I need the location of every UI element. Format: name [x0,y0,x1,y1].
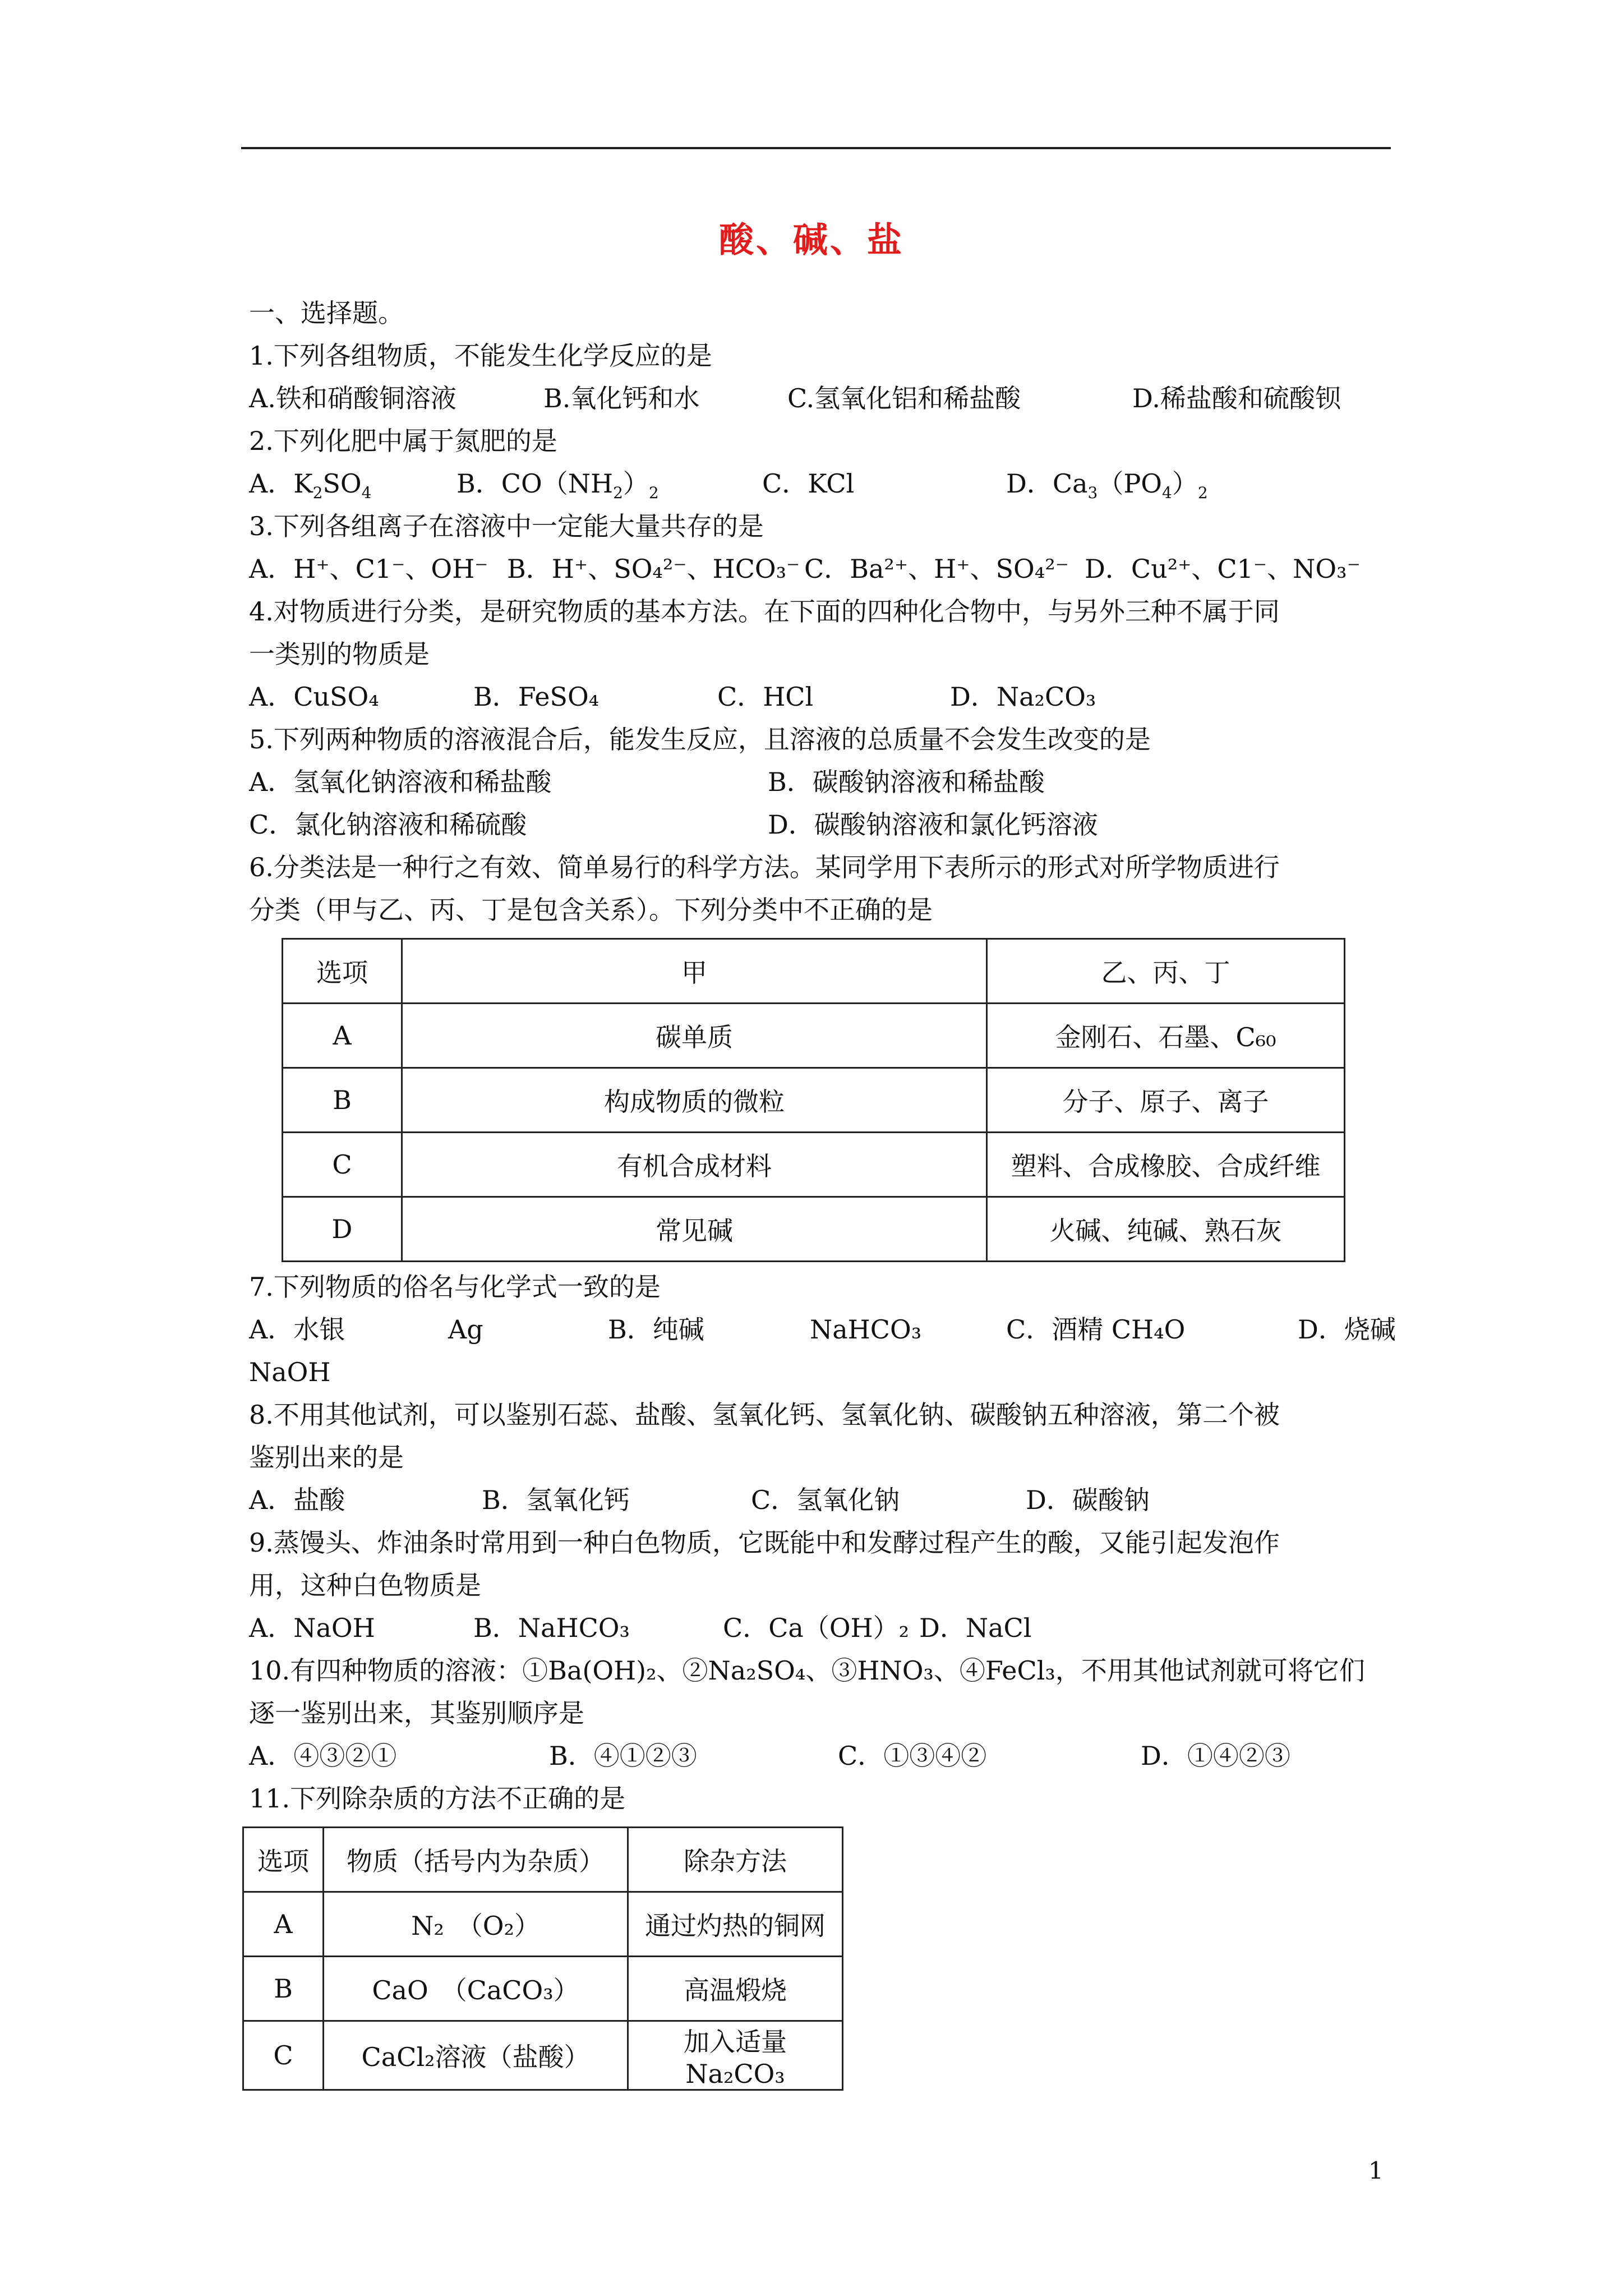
q4-option-a: A．CuSO₄ [249,682,379,712]
q1-option-d: D.稀盐酸和硫酸钡 [1132,383,1341,413]
question-1-options [249,377,1399,420]
question-3-options [249,547,1399,590]
question-5-options-ab [249,761,1399,803]
q3-option-b: B．H⁺、SO₄²⁻、HCO₃⁻ [507,554,800,584]
q1-option-c: C.氢氧化铝和稀盐酸 [787,383,1021,413]
table-row [283,1197,1345,1262]
q2-option-b: B．$CO(NH_2)_2$ [457,468,659,503]
table-cell: D [283,1197,402,1262]
question-8-stem-1: 8.不用其他试剂，可以鉴别石蕊、盐酸、氢氧化钙、氢氧化钠、碳酸钠五种溶液，第二个被 [249,1400,1280,1430]
table-row [243,1957,843,2021]
q8-option-a: A．盐酸 [249,1485,345,1515]
question-9-options [249,1607,1399,1649]
section-heading: 一、选择题。 [249,298,404,328]
q10-option-c: C．①③④② [838,1741,987,1771]
q7-option-a-label: A．水银 [249,1314,345,1345]
q7-option-c: C．酒精 CH₄O [1006,1314,1186,1345]
q5-option-c: C．氯化钠溶液和稀硫酸 [249,809,527,840]
q5-option-a: A．氢氧化钠溶液和稀盐酸 [249,767,552,797]
table-cell: A [283,1004,402,1068]
question-10-options [249,1734,1399,1777]
question-9-stem-1: 9.蒸馒头、炸油条时常用到一种白色物质，它既能中和发酵过程产生的酸，又能引起发泡作 [249,1527,1280,1558]
question-5-options-cd [249,803,1399,846]
question-11-stem: 11.下列除杂质的方法不正确的是 [249,1783,626,1814]
q8-option-b: B．氢氧化钙 [482,1485,630,1515]
q7-option-b-label: B．纯碱 [608,1314,704,1345]
question-4-options [249,675,1399,718]
table-row [243,2021,843,2090]
q7-option-d-formula: NaOH [249,1357,331,1387]
question-3-stem: 3.下列各组离子在溶液中一定能大量共存的是 [249,511,764,541]
q9-option-b: B．NaHCO₃ [473,1613,630,1643]
header-rule [241,147,1391,149]
q3-option-d: D．Cu²⁺、C1⁻、NO₃⁻ [1085,554,1361,584]
table-cell: 塑料、合成橡胶、合成纤维 [987,1133,1345,1197]
q6-classification-table [282,938,1345,1262]
table-cell: C [243,2021,324,2090]
table-cell: 构成物质的微粒 [402,1068,987,1133]
question-4-stem-1: 4.对物质进行分类，是研究物质的基本方法。在下面的四种化合物中，与另外三种不属于同 [249,596,1280,627]
q7-option-b-formula: NaHCO₃ [810,1314,922,1345]
q1-option-b: B.氧化钙和水 [543,383,700,413]
table-cell: CaCl₂溶液（盐酸） [324,2021,628,2090]
q10-option-d: D．①④②③ [1141,1741,1290,1771]
table-cell: B [243,1957,324,2021]
table-cell: 高温煅烧 [628,1957,843,2021]
table-cell: 火碱、纯碱、熟石灰 [987,1197,1345,1262]
q7-option-d-label: D．烧碱 [1298,1314,1396,1345]
table-row [283,1004,1345,1068]
page-title: 酸、碱、盐 [718,219,904,260]
document-body [249,292,1399,2091]
q2-option-c: C．KCl [762,468,855,499]
q4-option-d: D．Na₂CO₃ [950,682,1096,712]
table-header-cell: 选项 [283,939,402,1004]
q7-option-a-formula: Ag [448,1314,483,1345]
question-6-stem-2: 分类（甲与乙、丙、丁是包含关系）。下列分类中不正确的是 [249,895,933,925]
table-cell: 通过灼热的铜网 [628,1892,843,1957]
question-5-stem: 5.下列两种物质的溶液混合后，能发生反应，且溶液的总质量不会发生改变的是 [249,724,1151,754]
q4-option-c: C．HCl [717,682,814,712]
question-2-stem: 2.下列化肥中属于氮肥的是 [249,426,557,456]
q10-option-b: B．④①②③ [549,1741,697,1771]
q5-option-d: D．碳酸钠溶液和氯化钙溶液 [768,809,1098,840]
q9-option-d: D．NaCl [919,1613,1032,1643]
question-2-options [249,462,1399,505]
q1-option-a: A.铁和硝酸铜溶液 [249,383,457,413]
page-number: 1 [1368,2157,1384,2184]
table-cell: 加入适量 Na₂CO₃ [628,2021,843,2090]
table-cell: 碳单质 [402,1004,987,1068]
q8-option-c: C．氢氧化钠 [751,1485,900,1515]
table-cell: 有机合成材料 [402,1133,987,1197]
table-cell: 金刚石、石墨、C₆₀ [987,1004,1345,1068]
q10-option-a: A．④③②① [249,1741,397,1771]
table-row [283,1133,1345,1197]
table-cell: 分子、原子、离子 [987,1068,1345,1133]
q5-option-b: B．碳酸钠溶液和稀盐酸 [768,767,1045,797]
question-7-options [249,1308,1399,1351]
q9-option-a: A．NaOH [249,1613,375,1643]
table-cell: C [283,1133,402,1197]
table-cell: 常见碱 [402,1197,987,1262]
table-cell: B [283,1068,402,1133]
table-header-cell: 除杂方法 [628,1828,843,1892]
question-7-stem: 7.下列物质的俗名与化学式一致的是 [249,1272,661,1302]
question-8-options [249,1479,1399,1521]
table-header-cell: 物质（括号内为杂质） [324,1828,628,1892]
question-10-stem-1: 10.有四种物质的溶液：①Ba(OH)₂、②Na₂SO₄、③HNO₃、④FeCl₃，不用其他试剂就可将它们 [249,1655,1365,1686]
table-header-cell: 甲 [402,939,987,1004]
question-6-stem-1: 6.分类法是一种行之有效、简单易行的科学方法。某同学用下表所示的形式对所学物质进行 [249,852,1280,882]
question-10-stem-2: 逐一鉴别出来，其鉴别顺序是 [249,1698,584,1728]
q2-option-a: A．$K_2SO_4$ [249,468,372,503]
table-cell: CaO （CaCO₃） [324,1957,628,2021]
table-header-row [243,1828,843,1892]
q11-purification-table [242,1826,843,2091]
q3-option-c: C．Ba²⁺、H⁺、SO₄²⁻ [804,554,1069,584]
table-header-row [283,939,1345,1004]
q4-option-b: B．FeSO₄ [473,682,600,712]
table-header-cell: 选项 [243,1828,324,1892]
q2-option-d: D．$Ca_3(PO_4)_2$ [1006,468,1208,503]
q9-option-c: C．Ca（OH）₂ [723,1613,910,1643]
table-row [243,1892,843,1957]
q3-option-a: A．H⁺、C1⁻、OH⁻ [249,554,488,584]
table-header-cell: 乙、丙、丁 [987,939,1345,1004]
question-4-stem-2: 一类别的物质是 [249,639,430,669]
question-8-stem-2: 鉴别出来的是 [249,1442,404,1473]
question-1-stem: 1.下列各组物质，不能发生化学反应的是 [249,341,712,371]
table-cell: A [243,1892,324,1957]
question-9-stem-2: 用，这种白色物质是 [249,1570,481,1600]
table-cell: N₂ （O₂） [324,1892,628,1957]
table-row [283,1068,1345,1133]
q8-option-d: D．碳酸钠 [1026,1485,1150,1515]
